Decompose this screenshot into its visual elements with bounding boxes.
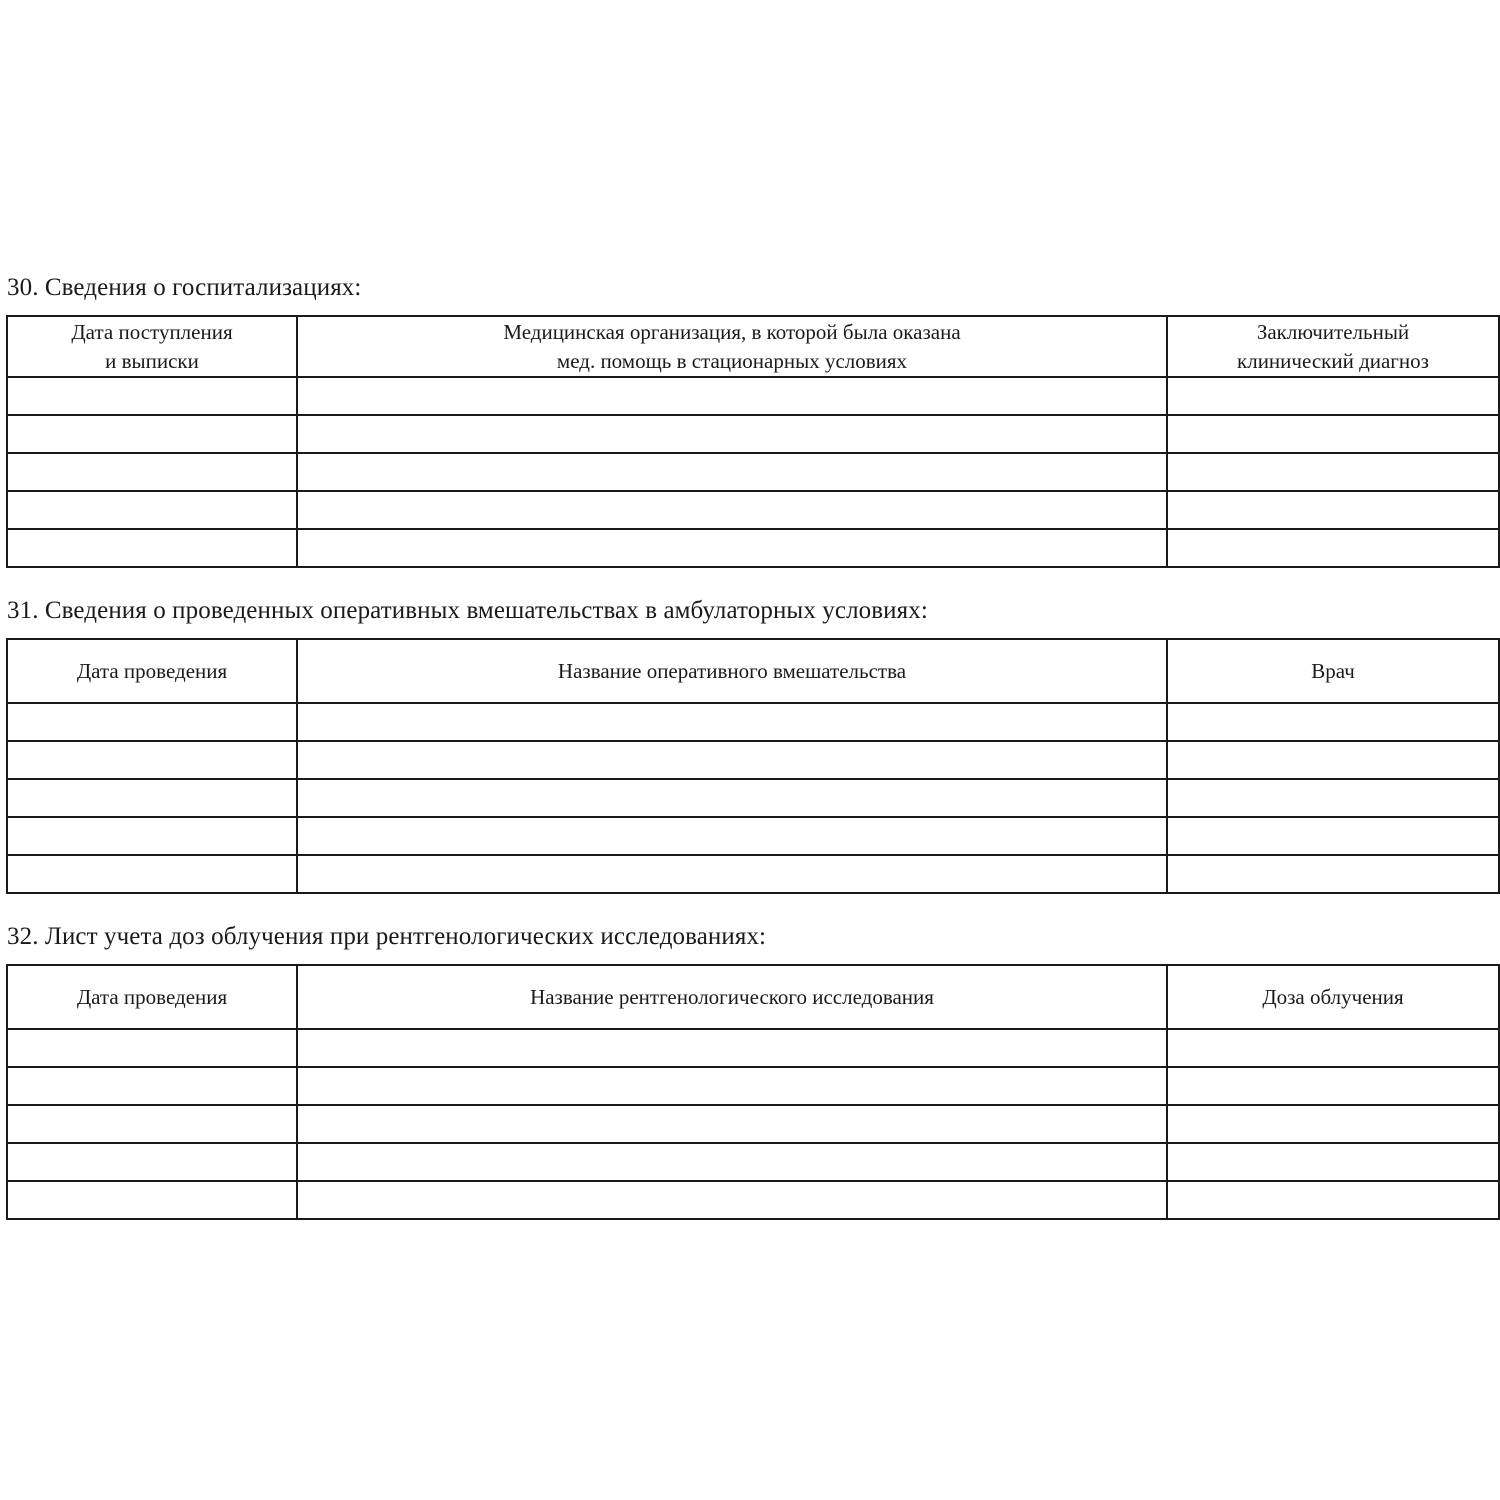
header-row [7, 965, 1499, 1029]
header-line: Дата проведения [76, 658, 228, 683]
table-row [7, 491, 1499, 529]
section-title-hospitalizations: 30. Сведения о госпитализациях: [7, 274, 362, 301]
column-header-doctor [1167, 639, 1499, 703]
header-line: мед. помощь в стационарных условиях [556, 348, 908, 373]
table-cell-diagnosis[interactable] [1167, 529, 1499, 567]
table-cell-organization[interactable] [297, 529, 1167, 567]
table-cell-surgery[interactable] [297, 741, 1167, 779]
table-cell-date[interactable] [7, 415, 297, 453]
header-line: Врач [1311, 658, 1355, 683]
header-line: Заключительный [1256, 319, 1410, 344]
table-cell-date[interactable] [7, 377, 297, 415]
table-cell-date[interactable] [7, 855, 297, 893]
table-row [7, 1143, 1499, 1181]
table-cell-surgery[interactable] [297, 855, 1167, 893]
header-line: и выписки [105, 348, 199, 373]
table-header [7, 965, 1499, 1029]
table-cell-doctor[interactable] [1167, 703, 1499, 741]
table-cell-exam[interactable] [297, 1067, 1167, 1105]
table-cell-date[interactable] [7, 703, 297, 741]
header-line: Медицинская организация, в которой была оказана [503, 319, 961, 344]
table-row [7, 741, 1499, 779]
table-cell-doctor[interactable] [1167, 779, 1499, 817]
table-body [7, 703, 1499, 893]
table-cell-date[interactable] [7, 453, 297, 491]
table-cell-dose[interactable] [1167, 1067, 1499, 1105]
table-row [7, 1029, 1499, 1067]
header-line: Дата проведения [76, 984, 228, 1009]
table-cell-organization[interactable] [297, 415, 1167, 453]
column-header-surgery-name [297, 639, 1167, 703]
table-row [7, 817, 1499, 855]
table-header [7, 639, 1499, 703]
table-cell-diagnosis[interactable] [1167, 377, 1499, 415]
column-header-radiation-dose [1167, 965, 1499, 1029]
table-body [7, 1029, 1499, 1219]
table-cell-exam[interactable] [297, 1143, 1167, 1181]
table-row [7, 415, 1499, 453]
table-cell-organization[interactable] [297, 377, 1167, 415]
table-cell-date[interactable] [7, 1105, 297, 1143]
table-row [7, 855, 1499, 893]
table-cell-exam[interactable] [297, 1105, 1167, 1143]
table-cell-surgery[interactable] [297, 817, 1167, 855]
table-row [7, 1105, 1499, 1143]
table-cell-diagnosis[interactable] [1167, 491, 1499, 529]
radiation-dose-table [6, 964, 1500, 1220]
table-row [7, 529, 1499, 567]
table-cell-surgery[interactable] [297, 779, 1167, 817]
column-header-admission-discharge-date [7, 316, 297, 377]
table-cell-doctor[interactable] [1167, 855, 1499, 893]
table-cell-organization[interactable] [297, 491, 1167, 529]
header-line: Дата поступления [71, 319, 233, 344]
table-row [7, 1181, 1499, 1219]
table-cell-surgery[interactable] [297, 703, 1167, 741]
table-cell-date[interactable] [7, 817, 297, 855]
table-cell-date[interactable] [7, 491, 297, 529]
table-cell-date[interactable] [7, 1067, 297, 1105]
outpatient-surgeries-table [6, 638, 1500, 894]
table-cell-exam[interactable] [297, 1029, 1167, 1067]
column-header-final-diagnosis [1167, 316, 1499, 377]
column-header-procedure-date [7, 639, 297, 703]
table-cell-doctor[interactable] [1167, 817, 1499, 855]
table-cell-dose[interactable] [1167, 1181, 1499, 1219]
table-cell-date[interactable] [7, 1181, 297, 1219]
table-header [7, 316, 1499, 377]
column-header-procedure-date [7, 965, 297, 1029]
table-cell-organization[interactable] [297, 453, 1167, 491]
column-header-xray-exam-name [297, 965, 1167, 1029]
table-cell-date[interactable] [7, 779, 297, 817]
table-cell-dose[interactable] [1167, 1143, 1499, 1181]
header-line: клинический диагноз [1237, 348, 1429, 373]
table-cell-date[interactable] [7, 741, 297, 779]
section-title-radiation-dose-log: 32. Лист учета доз облучения при рентгенологических исследованиях: [7, 923, 767, 950]
table-body [7, 377, 1499, 567]
table-row [7, 779, 1499, 817]
table-cell-dose[interactable] [1167, 1105, 1499, 1143]
header-row [7, 316, 1499, 377]
header-line: Доза облучения [1262, 984, 1404, 1009]
table-row [7, 377, 1499, 415]
table-cell-diagnosis[interactable] [1167, 453, 1499, 491]
table-row [7, 703, 1499, 741]
header-line: Название оперативного вмешательства [557, 658, 907, 683]
table-row [7, 1067, 1499, 1105]
header-row [7, 639, 1499, 703]
table-cell-doctor[interactable] [1167, 741, 1499, 779]
table-cell-date[interactable] [7, 1143, 297, 1181]
table-cell-date[interactable] [7, 529, 297, 567]
section-title-outpatient-surgeries: 31. Сведения о проведенных оперативных вмешательствах в амбулаторных условиях: [7, 597, 928, 624]
table-cell-exam[interactable] [297, 1181, 1167, 1219]
header-line: Название рентгенологического исследования [530, 984, 934, 1009]
column-header-medical-organization [297, 316, 1167, 377]
table-cell-diagnosis[interactable] [1167, 415, 1499, 453]
table-row [7, 453, 1499, 491]
hospitalizations-table [6, 315, 1500, 568]
table-cell-date[interactable] [7, 1029, 297, 1067]
table-cell-dose[interactable] [1167, 1029, 1499, 1067]
